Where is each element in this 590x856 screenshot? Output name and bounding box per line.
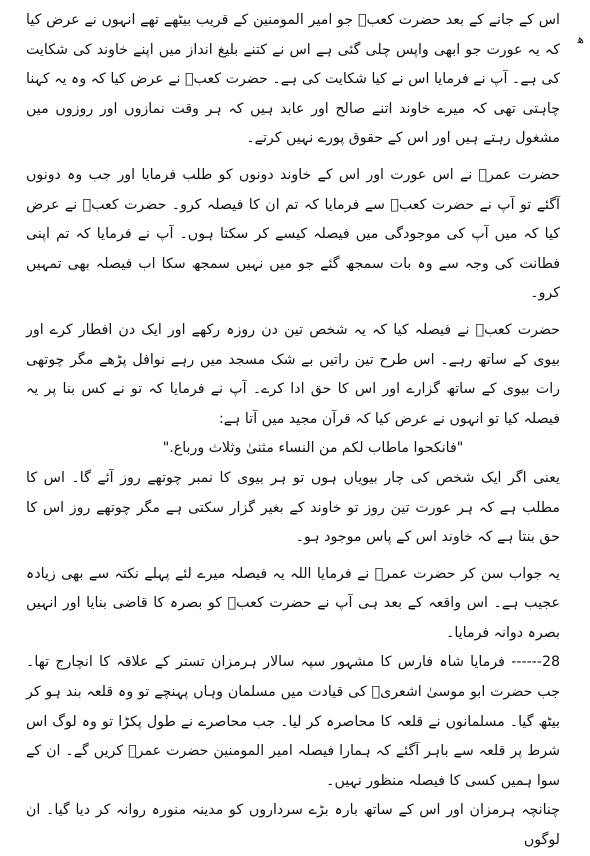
paragraph-1: اس کے جانے کے بعد حضرت کعبؓ جو امیر المومنین کے قریب بیٹھے تھے انہوں نے عرض کیا کہ یہ عورت جو ابھی واپس چلی گئی ہے اس نے کتنے بلیغ انداز میں اپنے خاوند کی شکایت کی ہے۔ آپ نے فرمایا اس نے کیا شکایت کی ہے۔ حضرت کعبؓ نے عرض کیا کہ وہ یہ کہنا چاہتی تھی کہ میرے خاوند اتنے صالح اور عابد ہیں کہ ہر وقت نمازوں اور روزوں میں مشغول رہتے ہیں اور اس کے حقوق پورے نہیں کرتے۔ <box>26 12 560 147</box>
paragraph-3: حضرت کعبؓ نے فیصلہ کیا کہ یہ شخص تین دن روزہ رکھے اور ایک دن افطار کرے اور بیوی کے ساتھ رہے۔ اس طرح تین راتیں بے شک مسجد میں رہے نوافل پڑھے مگر چوتھی رات بیوی کے ساتھ گزارے اور اس کا حق ادا کرے۔ آپ نے فرمایا کہ تو نے کس بنا پر یہ فیصلہ کیا تو انہوں نے عرض کیا کہ قرآن مجید میں آتا ہے: <box>26 321 560 427</box>
paragraph-5: یہ جواب سن کر حضرت عمرؓ نے فرمایا اللہ یہ فیصلہ میرے لئے پہلے نکتہ سے بھی زیادہ عجیب ہے۔ اس واقعہ کے بعد ہی آپ نے حضرت کعبؓ کو بصرہ کا قاضی بنایا اور انہیں بصرہ دوانہ فرمایا۔ <box>26 565 560 641</box>
paragraph-6: 28------ فرمایا شاہ فارس کا مشہور سپہ سالار ہرمزان تستر کے علاقہ کا انچارج تھا۔ جب حضرت ابو موسیٰ اشعریؓ کی قیادت میں مسلمان وہاں پہنچے تو وہ قلعہ بند ہو کر بیٹھ گیا۔ مسلمانوں نے قلعہ کا محاصرہ کر لیا۔ جب محاصرے نے طول پکڑا تو وہ لوگ اس شرط پر قلعہ سے باہر آگئے کہ ہمارا فیصلہ امیر المومنین حضرت عمرؓ کریں گے۔ ان کے سوا ہمیں کسی کا فیصلہ منظور نہیں۔ <box>26 654 560 789</box>
margin-mark: ﻫ <box>577 32 584 46</box>
quran-quote: "فانکحوا ماطاب لکم من النساء مثنیٰ وثلاث ورباع." <box>162 440 464 457</box>
paragraph-4: یعنی اگر ایک شخص کی چار بیویاں ہوں تو ہر بیوی کا نمبر چوتھے روز آئے گا۔ اس کا مطلب ہے کہ ہر عورت تین روز تو خاوند کے بغیر گزار سکتی ہے مگر چوتھے روز اس کا حق بنتا ہے کہ خاوند اس کے پاس موجود ہو۔ <box>26 469 560 546</box>
paragraph-7: چنانچہ ہرمزان اور اس کے ساتھ بارہ بڑے سرداروں کو مدینہ منورہ روانہ کر دیا گیا۔ ان لوگوں <box>26 802 560 849</box>
paragraph-2: حضرت عمرؓ نے اس عورت اور اس کے خاوند دونوں کو طلب فرمایا اور جب وہ دونوں آگئے تو آپ نے حضرت کعبؓ سے فرمایا کہ تم ان کا فیصلہ کرو۔ حضرت کعبؓ نے عرض کیا کہ میں آپ کی موجودگی میں فیصلہ کیسے کر سکتا ہوں۔ آپ نے فرمایا کہ تم اپنی فطانت کی وجہ سے وہ بات سمجھ گئے جو میں نہیں سمجھ سکا اب فیصلہ بھی تمہیں کرو۔ <box>26 166 560 302</box>
